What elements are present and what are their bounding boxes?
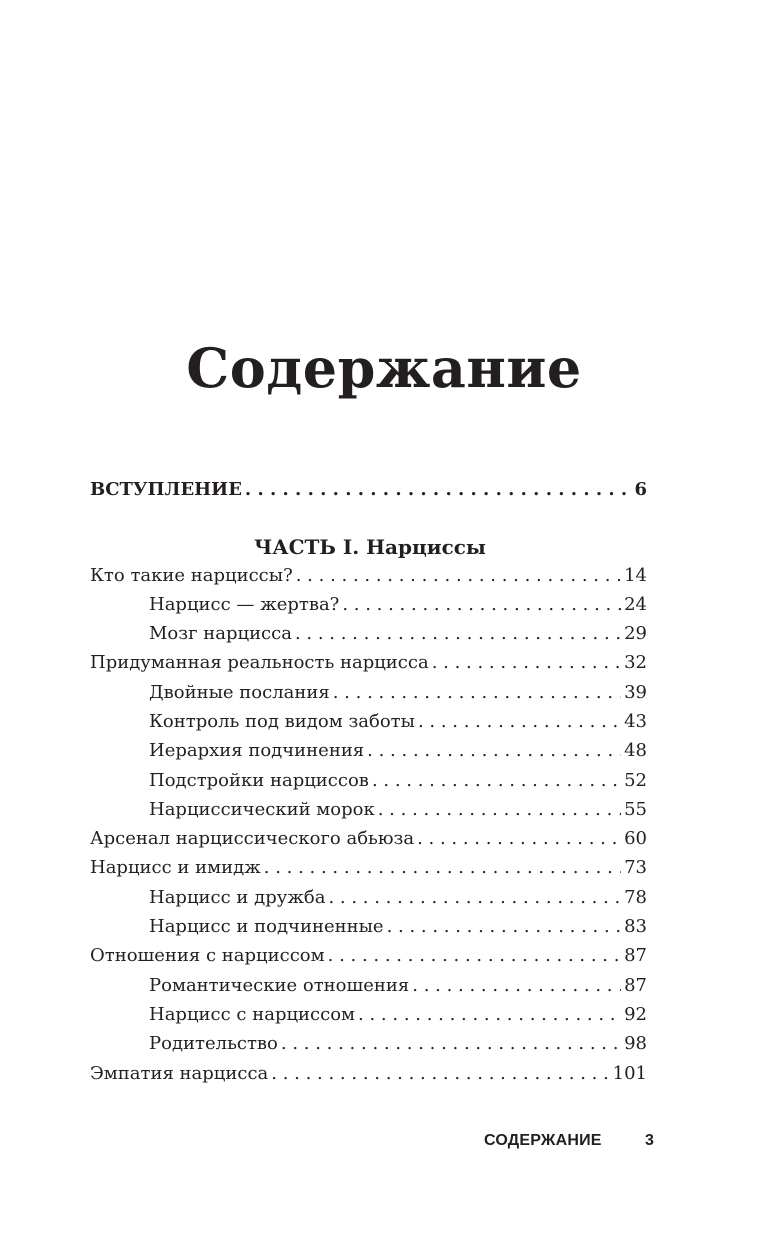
toc-entry-page: 83 (624, 916, 647, 937)
toc-entry-page: 6 (634, 479, 647, 500)
toc-entry[interactable] (90, 825, 647, 853)
toc-leader-dots (367, 737, 621, 765)
part-heading: ЧАСТЬ I. Нарциссы (254, 535, 486, 559)
toc-entry-title: Нарцисс и дружба (149, 887, 326, 908)
toc-entry[interactable] (149, 972, 647, 1000)
toc-entry-title: Нарцисс — жертва? (149, 594, 340, 615)
toc-entry-page: 24 (624, 594, 647, 615)
toc-entry-page: 14 (624, 565, 647, 586)
toc-entry-title: Нарцисс с нарциссом (149, 1004, 356, 1025)
toc-leader-dots (328, 942, 621, 970)
toc-leader-dots (264, 854, 621, 882)
toc-entry-page: 73 (624, 857, 647, 878)
toc-leader-dots (328, 884, 621, 912)
toc-entry-page: 43 (624, 711, 647, 732)
toc-leader-dots (295, 620, 621, 648)
toc-entry[interactable] (149, 679, 647, 707)
toc-entry[interactable] (149, 737, 647, 765)
toc-entry-page: 39 (624, 682, 647, 703)
page-number: 3 (645, 1132, 654, 1149)
toc-entry-title: Двойные послания (149, 682, 330, 703)
toc-entry-page: 55 (624, 799, 647, 820)
toc-leader-dots (412, 972, 621, 1000)
toc-entry-title: ВСТУПЛЕНИЕ (90, 479, 242, 500)
toc-entry-title: Нарцисс и имидж (90, 857, 261, 878)
toc-entry-title: Родительство (149, 1033, 278, 1054)
toc-entry-title: Романтические отношения (149, 975, 410, 996)
toc-entry-page: 87 (624, 975, 647, 996)
toc-leader-dots (418, 708, 621, 736)
toc-entry-page: 98 (624, 1033, 647, 1054)
toc-entry[interactable] (149, 620, 647, 648)
toc-leader-dots (432, 649, 621, 677)
toc-entry-page: 29 (624, 623, 647, 644)
toc-entry-title: Нарцисс и подчиненные (149, 916, 384, 937)
toc-entry-intro[interactable] (90, 476, 647, 504)
toc-entry-page: 60 (624, 828, 647, 849)
toc-leader-dots (358, 1001, 621, 1029)
toc-entry[interactable] (149, 591, 647, 619)
toc-leader-dots (372, 767, 621, 795)
toc-entry[interactable] (149, 767, 647, 795)
toc-entry-page: 101 (612, 1063, 647, 1084)
toc-entry[interactable] (149, 913, 647, 941)
toc-entry[interactable] (149, 1030, 647, 1058)
toc-entry-title: Иерархия подчинения (149, 740, 365, 761)
toc-leader-dots (281, 1030, 621, 1058)
toc-entry[interactable] (90, 649, 647, 677)
toc-entry-page: 92 (624, 1004, 647, 1025)
toc-entry-page: 78 (624, 887, 647, 908)
toc-entry-title: Кто такие нарциссы? (90, 565, 293, 586)
toc-entry[interactable] (90, 942, 647, 970)
toc-leader-dots (271, 1060, 609, 1088)
toc-leader-dots (333, 679, 621, 707)
toc-leader-dots (296, 562, 621, 590)
toc-leader-dots (342, 591, 621, 619)
toc-entry-page: 32 (624, 652, 647, 673)
toc-leader-dots (417, 825, 621, 853)
toc-leader-dots (387, 913, 622, 941)
toc-entry[interactable] (149, 884, 647, 912)
toc-entry-title: Арсенал нарциссического абьюза (90, 828, 415, 849)
toc-entry[interactable] (90, 1060, 647, 1088)
toc-entry-page: 87 (624, 945, 647, 966)
toc-entry-title: Отношения с нарциссом (90, 945, 325, 966)
page-title: Содержание (186, 336, 582, 400)
toc-entry-page: 48 (624, 740, 647, 761)
toc-leader-dots (245, 476, 632, 504)
toc-entry-title: Эмпатия нарцисса (90, 1063, 269, 1084)
toc-entry-page: 52 (624, 770, 647, 791)
toc-entry[interactable] (149, 1001, 647, 1029)
toc-entry-title: Мозг нарцисса (149, 623, 292, 644)
toc-entry[interactable] (149, 708, 647, 736)
toc-entry-title: Подстройки нарциссов (149, 770, 369, 791)
toc-entry-title: Нарциссический морок (149, 799, 375, 820)
toc-entry-title: Контроль под видом заботы (149, 711, 415, 732)
toc-entry[interactable] (90, 854, 647, 882)
toc-entry[interactable] (149, 796, 647, 824)
toc-entry[interactable] (90, 562, 647, 590)
toc-entry-title: Придуманная реальность нарцисса (90, 652, 429, 673)
toc-leader-dots (378, 796, 621, 824)
running-footer-label: СОДЕРЖАНИЕ (484, 1132, 602, 1149)
